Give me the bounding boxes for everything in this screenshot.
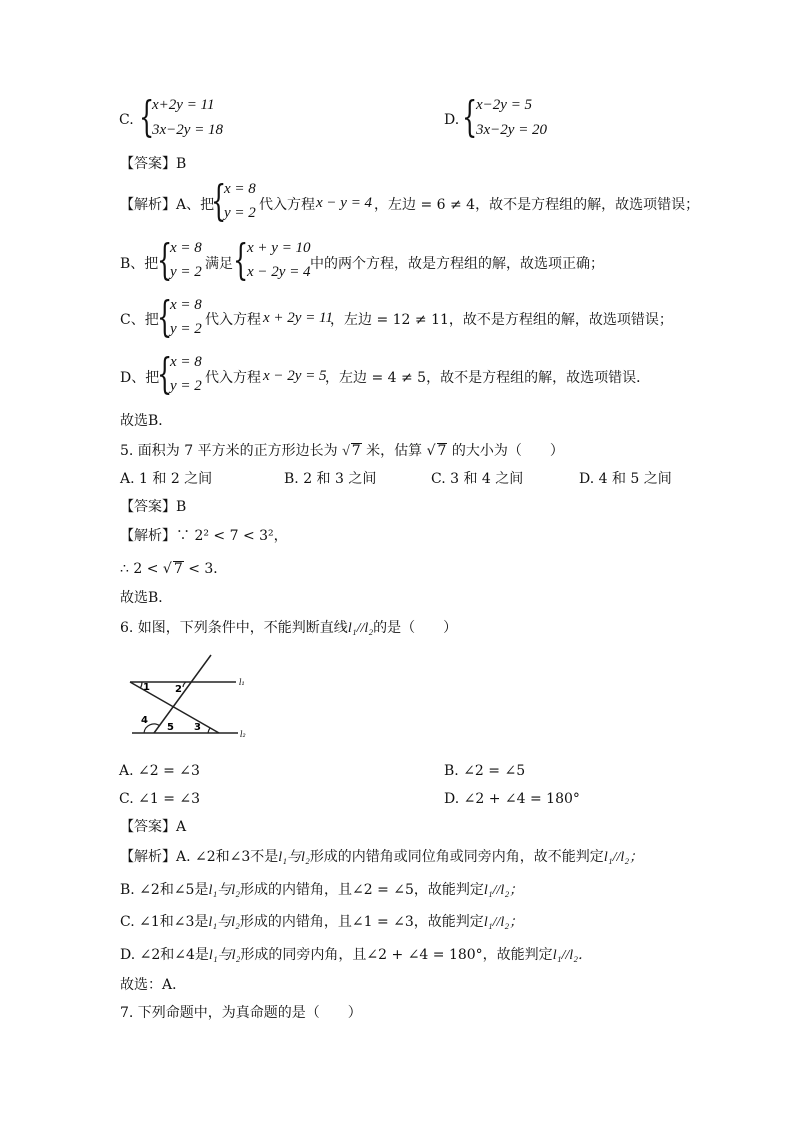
q6-analysis-a-prefix: 【解析】A. ∠2和∠3不是 <box>120 849 279 865</box>
q6-option-b: B. ∠2 = ∠5 <box>444 763 526 779</box>
q6-answer: 【答案】A <box>120 819 187 835</box>
q5-therefore <box>120 561 227 576</box>
q5-answer: 【答案】B <box>120 499 187 515</box>
q5-therefore-sqrt: √ 7 <box>162 561 183 577</box>
q4-analysis-d-prefix: D、把 <box>120 370 160 386</box>
q6-figure-angle-arc-1 <box>140 682 142 688</box>
q4-analysis-c-eq: x + 2y = 11 <box>263 310 333 326</box>
q6-analysis-a-mid: l₁与l₂ <box>278 850 310 865</box>
q4-analysis-c-brace: { <box>157 292 173 342</box>
q4-option-c-brace: { <box>139 92 155 142</box>
q6-figure-label-1: 1 <box>143 682 150 693</box>
q5-sqrt-2-num: 7 <box>437 443 447 459</box>
q4-analysis-b-eq1: x + y = 10 <box>247 240 311 256</box>
q4-analysis-c-sol-x: x = 8 <box>170 297 202 313</box>
q6-figure-label-3: 3 <box>194 722 201 733</box>
q6-conclusion: 故选：A． <box>120 977 187 993</box>
q5-therefore-sqrt-num: 7 <box>173 561 183 577</box>
q5-therefore-a: ∴ 2 < <box>120 561 159 577</box>
q4-analysis-b-eq2: x − 2y = 4 <box>247 264 311 280</box>
q4-conclusion: 故选B． <box>120 413 173 429</box>
q6-analysis-b <box>120 883 523 898</box>
q5-option-b: B. 2 和 3 之间 <box>284 471 377 487</box>
q6-analysis-a <box>120 850 643 865</box>
q6-analysis-c-mid: l₁与l₂ <box>208 915 240 930</box>
q4-option-d-eq2: 3x−2y = 20 <box>476 122 548 138</box>
q4-analysis-b-mid: 满足 <box>205 256 233 272</box>
q5-sqrt-2: √ 7 <box>426 443 447 459</box>
q5-stem-a: 5. 面积为 7 平方米的正方形边长为 <box>120 443 338 459</box>
q4-option-c-eq1: x+2y = 11 <box>152 97 215 113</box>
q6-option-d: D. ∠2 + ∠4 = 180° <box>444 791 580 807</box>
q4-analysis-a-mid: 代入方程 <box>259 197 315 213</box>
q4-analysis-b-prefix: B、把 <box>120 256 159 272</box>
q5-analysis <box>120 529 288 543</box>
q6-analysis-b-mid: l₁与l₂ <box>208 883 240 898</box>
q4-analysis-b-tail: 中的两个方程，故是方程组的解，故选项正确； <box>310 256 604 272</box>
q4-analysis-d-sol-x: x = 8 <box>170 354 202 370</box>
q5-analysis-ineq: 2² < 7 < 3²， <box>194 528 288 544</box>
q4-analysis-c-mid: 代入方程 <box>205 312 261 328</box>
q6-option-a: A. ∠2 = ∠3 <box>119 763 200 779</box>
q4-analysis-a-tail: ，左边 = 6 ≠ 4，故不是方程组的解，故选项错误； <box>374 197 700 213</box>
q6-analysis-c-tail: 形成的内错角，且∠1 = ∠3，故能判定 <box>239 914 484 930</box>
q6-figure-label-4: 4 <box>141 715 148 726</box>
q4-analysis-a-brace: { <box>211 176 227 226</box>
q5-therefore-b: < 3． <box>188 561 228 577</box>
q4-option-d-eq1: x−2y = 5 <box>476 97 533 113</box>
q6-figure-transversal-2 <box>154 655 211 733</box>
q4-option-c-eq2: 3x−2y = 18 <box>152 122 224 138</box>
q6-analysis-d-mid: l₁与l₂ <box>208 948 241 963</box>
q4-analysis-d-tail: ，左边 = 4 ≠ 5，故不是方程组的解，故选项错误． <box>325 370 651 386</box>
q4-analysis-d-sol-y: y = 2 <box>170 378 202 394</box>
q5-sqrt-1: √ 7 <box>342 443 361 459</box>
q5-stem-b: 米，估算 <box>366 443 423 459</box>
q4-analysis-b-brace2: { <box>233 235 249 285</box>
q7-stem: 7. 下列命题中，为真命题的是（ ） <box>120 1005 362 1021</box>
q6-analysis-b-end: l₁//l₂； <box>483 883 524 898</box>
q5-option-a: A. 1 和 2 之间 <box>120 471 213 487</box>
q4-option-c-label: C. <box>119 112 134 128</box>
q5-stem <box>120 443 564 459</box>
q6-analysis-c-end: l₁//l₂； <box>483 915 524 930</box>
q5-conclusion: 故选B． <box>120 590 173 606</box>
q6-analysis-d-tail: 形成的同旁内角，且∠2 + ∠4 = 180°，故能判定 <box>240 947 553 963</box>
q6-figure-label-l2: l₂ <box>240 730 246 739</box>
q4-analysis-d-mid: 代入方程 <box>205 370 261 386</box>
q4-analysis-a-prefix: 【解析】A、把 <box>120 197 215 213</box>
q4-analysis-c-tail: ，左边 = 12 ≠ 11，故不是方程组的解，故选项错误； <box>330 312 673 328</box>
q6-figure <box>118 652 258 744</box>
q6-stem-rel: l₁//l₂ <box>347 621 374 636</box>
q6-analysis-c <box>120 915 523 930</box>
q4-analysis-a-sol-y: y = 2 <box>224 205 256 221</box>
q6-analysis-a-tail: 形成的内错角或同位角或同旁内角，故不能判定 <box>309 849 604 865</box>
q4-analysis-d-eq: x − 2y = 5 <box>263 368 327 384</box>
q5-analysis-prefix: 【解析】∵ <box>120 528 190 544</box>
q6-figure-label-5: 5 <box>167 722 174 733</box>
q4-answer: 【答案】B <box>120 156 187 172</box>
q6-stem-a: 6. 如图，下列条件中，不能判断直线 <box>120 620 348 636</box>
q5-option-c: C. 3 和 4 之间 <box>431 471 524 487</box>
q6-analysis-d-end: l₁//l₂． <box>552 948 592 963</box>
q6-analysis-b-prefix: B. ∠2和∠5是 <box>120 882 209 898</box>
q6-figure-label-l1: l₁ <box>239 678 245 687</box>
q6-analysis-a-end: l₁//l₂； <box>603 850 644 865</box>
q4-analysis-b-sol-y: y = 2 <box>170 264 202 280</box>
q5-option-d: D. 4 和 5 之间 <box>579 471 672 487</box>
q6-analysis-c-prefix: C. ∠1和∠3是 <box>120 914 209 930</box>
q6-stem <box>120 621 457 636</box>
q4-analysis-d-brace: { <box>157 349 173 399</box>
q5-sqrt-1-num: 7 <box>351 443 361 459</box>
q4-option-d-brace: { <box>462 92 478 142</box>
q4-analysis-b-sol-x: x = 8 <box>170 240 202 256</box>
q6-figure-label-2: 2 <box>175 684 182 695</box>
q6-analysis-d-prefix: D. ∠2和∠4是 <box>120 947 209 963</box>
q6-analysis-d <box>120 948 592 963</box>
q4-analysis-a-eq: x − y = 4 <box>316 195 373 211</box>
q4-analysis-b-brace1: { <box>157 235 173 285</box>
q5-stem-c: 的大小为（ ） <box>451 443 564 459</box>
q4-analysis-c-prefix: C、把 <box>120 312 159 328</box>
q4-analysis-c-sol-y: y = 2 <box>170 321 202 337</box>
q6-analysis-b-tail: 形成的内错角，且∠2 = ∠5，故能判定 <box>239 882 484 898</box>
q4-option-d-label: D. <box>444 112 460 128</box>
q6-stem-b: 的是（ ） <box>373 620 458 636</box>
q4-analysis-a-sol-x: x = 8 <box>224 181 256 197</box>
q6-option-c: C. ∠1 = ∠3 <box>119 791 201 807</box>
